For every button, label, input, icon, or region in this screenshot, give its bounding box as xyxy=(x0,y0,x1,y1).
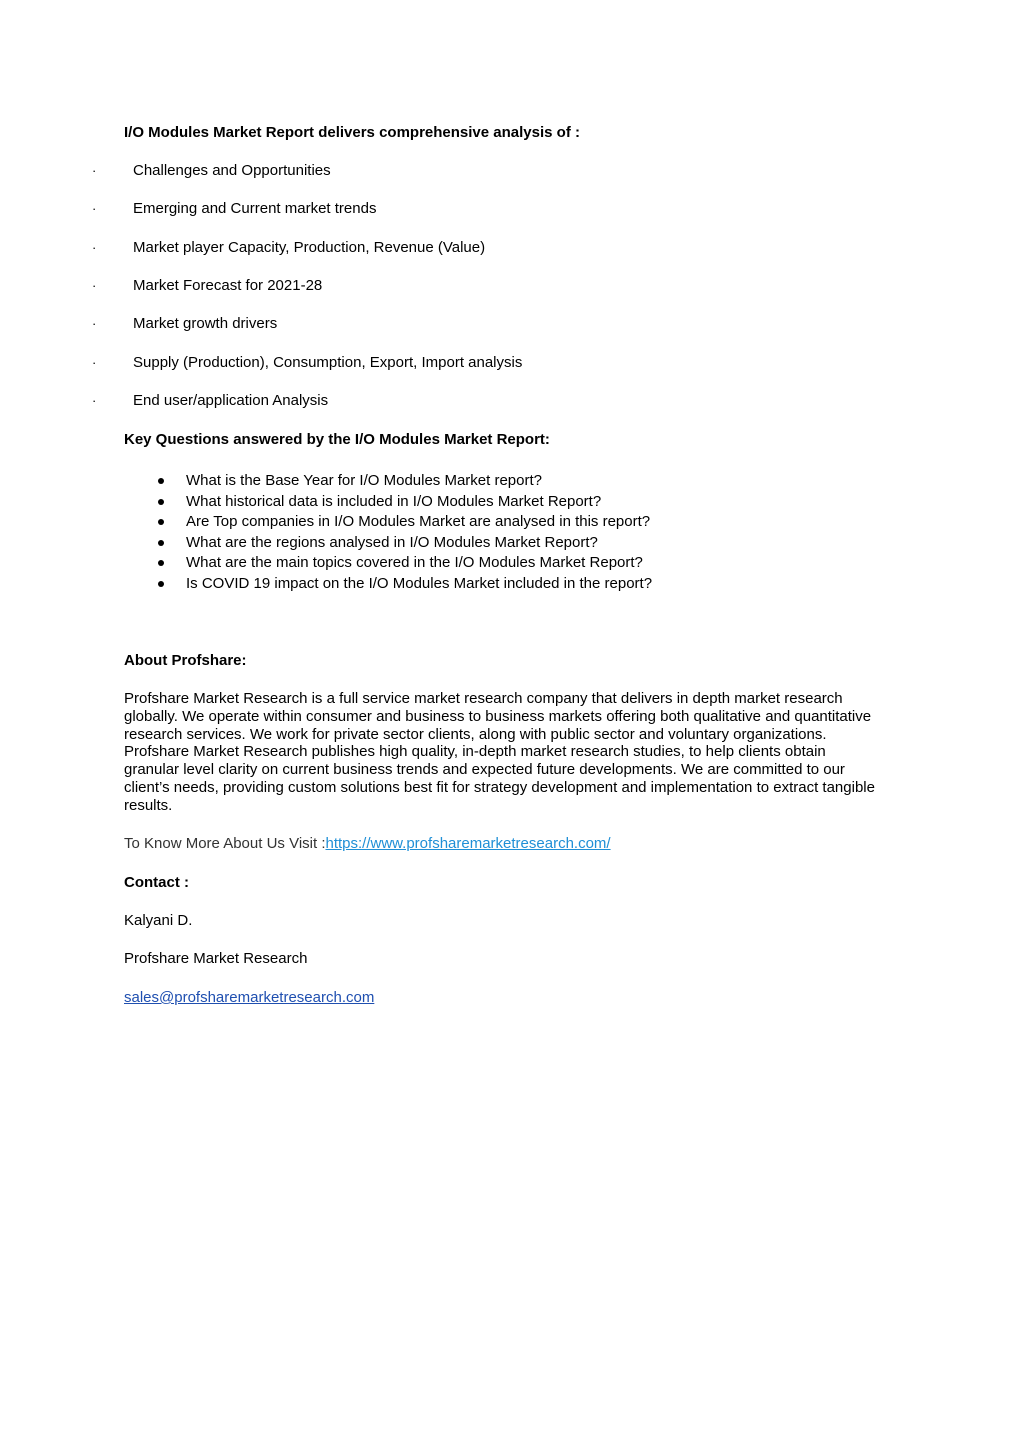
about-paragraph xyxy=(124,690,914,815)
bullet-dot: · xyxy=(92,393,97,408)
contact-heading: Contact : xyxy=(124,874,189,891)
analysis-item: Market growth drivers xyxy=(133,315,278,332)
question-text: Is COVID 19 impact on the I/O Modules Market included in the report? xyxy=(186,574,653,592)
question-text: What is the Base Year for I/O Modules Market report? xyxy=(186,472,543,489)
analysis-item: Market Forecast for 2021-28 xyxy=(133,277,323,294)
bullet-disc-icon xyxy=(158,478,164,484)
paragraph-line: results. xyxy=(124,796,173,814)
analysis-item: Market player Capacity, Production, Revenue (Value) xyxy=(133,239,486,256)
paragraph-line: Profshare Market Research is a full service market research company that delivers in depth market research xyxy=(124,690,843,707)
question-text: What are the main topics covered in the I/O Modules Market Report? xyxy=(186,554,643,572)
email-link[interactable]: sales@profsharemarketresearch.com xyxy=(124,989,375,1006)
bullet-disc-icon xyxy=(158,581,164,587)
bullet-dot: · xyxy=(92,163,97,178)
bullet-dot: · xyxy=(92,355,97,370)
website-link[interactable]: https://www.profsharemarketresearch.com/ xyxy=(325,835,611,852)
paragraph-line: Profshare Market Research publishes high quality, in-depth market research studies, to help clients obtain xyxy=(124,743,826,761)
analysis-item: Emerging and Current market trends xyxy=(133,200,377,217)
visit-line xyxy=(124,835,611,853)
analysis-item: Challenges and Opportunities xyxy=(133,162,331,179)
bullet-disc-icon xyxy=(158,560,164,566)
bullet-disc-icon xyxy=(158,499,164,505)
paragraph-line: globally. We operate within consumer and business to business markets offering both qualitative and quantitative xyxy=(124,707,872,725)
bullet-dot: · xyxy=(92,201,97,216)
bullet-dot: · xyxy=(92,316,97,331)
bullet-dot: · xyxy=(92,240,97,255)
question-text: What historical data is included in I/O Modules Market Report? xyxy=(186,492,602,510)
analysis-item: Supply (Production), Consumption, Export, Import analysis xyxy=(133,354,523,371)
contact-company: Profshare Market Research xyxy=(124,950,308,967)
paragraph-line: research services. We work for private sector clients, along with public sector and voluntary organizations. xyxy=(124,725,827,743)
question-text: What are the regions analysed in I/O Modules Market Report? xyxy=(186,533,598,551)
key-questions-heading: Key Questions answered by the I/O Modules Market Report: xyxy=(124,431,550,448)
bullet-disc-icon xyxy=(158,519,164,525)
question-text: Are Top companies in I/O Modules Market are analysed in this report? xyxy=(186,513,651,531)
bullet-dot: · xyxy=(92,278,97,293)
about-heading: About Profshare: xyxy=(124,652,247,669)
paragraph-line: granular level clarity on current business trends and expected future developments. We are committed to our xyxy=(124,761,845,779)
paragraph-line: client’s needs, providing custom solutions best fit for strategy development and implementation to extract tangible xyxy=(124,778,875,796)
analysis-item: End user/application Analysis xyxy=(133,392,329,409)
bullet-disc-icon xyxy=(158,540,164,546)
report-heading: I/O Modules Market Report delivers comprehensive analysis of : xyxy=(124,124,580,141)
contact-name: Kalyani D. xyxy=(124,912,193,929)
visit-label: To Know More About Us Visit : xyxy=(124,835,326,852)
